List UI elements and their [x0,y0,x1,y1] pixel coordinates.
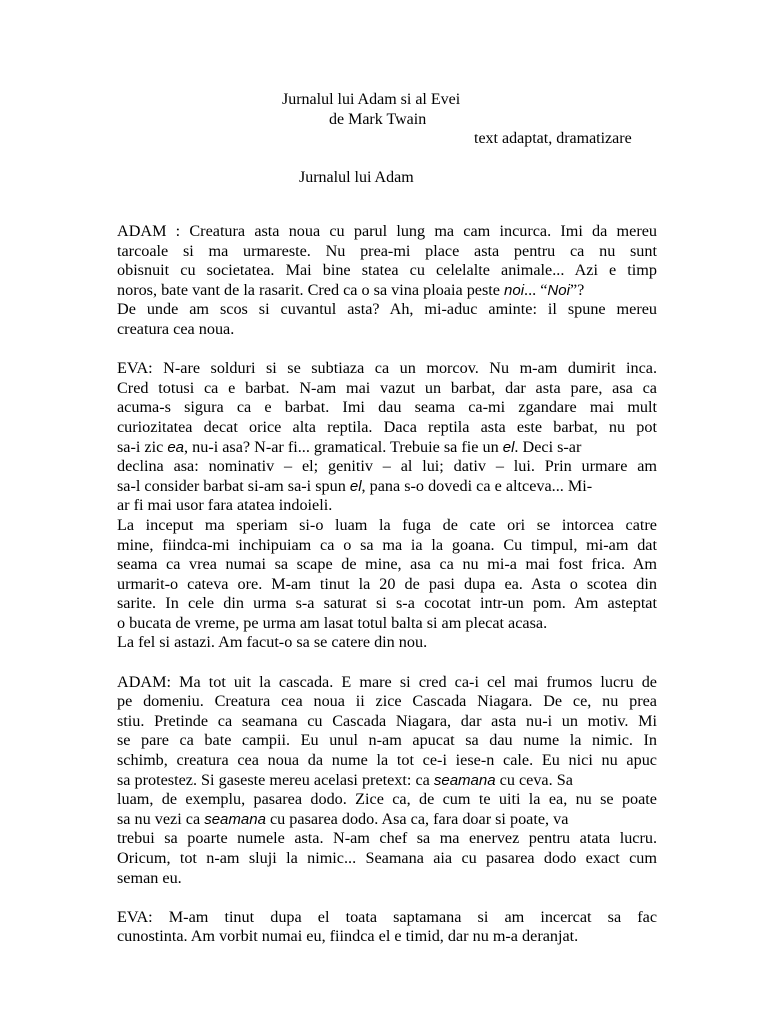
text-segment: sa-l consider barbat si-am sa-i spun [117,476,350,495]
text-segment: cu pasarea dodo. Asa ca, fara doar si poate, va [265,809,569,828]
paragraph-gap [117,653,657,673]
section-title: Jurnalul lui Adam [299,169,414,186]
body-text [117,222,657,947]
paragraph-gap [117,340,657,360]
text-line: De unde am scos si cuvantul asta? Ah, mi-aduc aminte: il spune mereu [117,300,657,319]
text-segment: sa nu vezi ca [117,809,205,828]
text-segment: noros, bate vant de la rasarit. Cred ca o sa vina ploaia peste [117,280,505,299]
text-line [117,771,657,791]
text-line: sarite. In cele din urma s-a saturat si s-a cocotat intr-un pom. Am asteptat [117,594,657,613]
text-segment: cu ceva. Sa [495,770,573,789]
text-line: acuma-s sigura ca e barbat. Imi dau seama ca-mi zgandare mai mult [117,398,657,417]
italic-word: seamana [204,810,266,828]
text-line: urmarit-o cateva ore. M-am tinut la 20 de pasi dupa ea. Asta o scotea din [117,574,657,593]
text-line: mine, fiindca-mi inchipuiam ca o sa ma ia la goana. Cu timpul, mi-am dat [117,535,657,554]
text-line: EVA: N-are solduri si se subtiaza ca un morcov. Nu m-am dumirit inca. [117,359,657,378]
text-line [117,281,657,301]
text-line: creatura cea noua. [117,319,235,338]
text-line: trebui sa poarte numele asta. N-am chef sa ma enervez pentru atata lucru. [117,829,657,848]
text-line: stiu. Pretinde ca seamana cu Cascada Niagara, dar asta nu-i un motiv. Mi [117,711,657,730]
italic-word: el [502,438,515,456]
text-segment: , pana s-o dovedi ca e altceva... Mi- [361,476,593,495]
text-segment: sa-i zic [117,437,168,456]
text-line [117,477,657,497]
italic-word: seamana [433,771,496,789]
paragraph-eva-1 [117,359,657,653]
paragraph-gap [117,888,657,908]
text-line: obisnuit cu societatea. Mai bine statea cu celelalte animale... Azi e timp [117,261,657,280]
italic-word: el [349,477,362,495]
text-line: seman eu. [117,868,182,887]
text-line: luam, de exemplu, pasarea dodo. Zice ca, de cum te uiti la ea, nu se poate [117,790,657,809]
paragraph-adam-1 [117,222,657,340]
document-title: Jurnalul lui Adam si al Evei [282,91,461,108]
paragraph-eva-2 [117,908,657,947]
text-line: ADAM: Ma tot uit la cascada. E mare si cred ca-i cel mai frumos lucru de [117,672,657,691]
text-line: pe domeniu. Creatura cea noua ii zice Cascada Niagara. De ce, nu prea [117,692,657,711]
text-segment: ... “ [524,280,548,299]
text-segment: sa protestez. Si gaseste mereu acelasi pretext: ca [117,770,434,789]
text-line: cunostinta. Am vorbit numai eu, fiindca el e timid, dar nu m-a deranjat. [117,927,579,946]
text-line: seama ca vrea numai sa scape de mine, asa ca nu mi-a mai fost frica. Am [117,555,657,574]
text-line: declina asa: nominativ – el; genitiv – al lui; dativ – lui. Prin urmare am [117,457,657,476]
italic-word: ea [167,438,185,456]
text-line [117,810,657,830]
text-line: Oricum, tot n-am sluji la nimic... Seamana aia cu pasarea dodo exact cum [117,849,657,867]
text-line: o bucata de vreme, pe urma am lasat totul balta si am plecat acasa. [117,613,548,632]
italic-word: noi [504,281,525,299]
document-note: text adaptat, dramatizare [474,130,632,147]
text-line: schimb, creatura cea noua da nume la tot ce-i iese-n cale. Eu nici nu apuc [117,751,657,770]
text-segment: . Deci s-ar [514,437,582,456]
document-author: de Mark Twain [329,111,427,128]
text-segment: , nu-i asa? N-ar fi... gramatical. Trebuie sa fie un [184,437,503,456]
text-line: Cred totusi ca e barbat. N-am mai vazut un barbat, dar asta pare, asa ca [117,378,657,397]
text-line: tarcoale si ma urmareste. Nu prea-mi place asta pentru ca nu sunt [117,241,657,260]
text-line [117,438,657,458]
paragraph-adam-2 [117,673,657,889]
text-line: La fel si astazi. Am facut-o sa se catere din nou. [117,633,428,652]
italic-word: Noi [547,281,570,299]
text-segment: ”? [569,280,585,299]
text-line: La inceput ma speriam si-o luam la fuga de cate ori se intorcea catre [117,515,657,534]
text-line: EVA: M-am tinut dupa el toata saptamana si am incercat sa fac [117,907,657,926]
text-line: curiozitatea decat orice alta reptila. Daca reptila asta este barbat, nu pot [117,417,657,436]
text-line: se pare ca bate campii. Eu unul n-am apucat sa dau nume la nimic. In [117,731,657,750]
text-line: ar fi mai usor fara atatea indoieli. [117,496,333,515]
text-line: ADAM : Creatura asta noua cu parul lung ma cam incurca. Imi da mereu [117,222,657,240]
